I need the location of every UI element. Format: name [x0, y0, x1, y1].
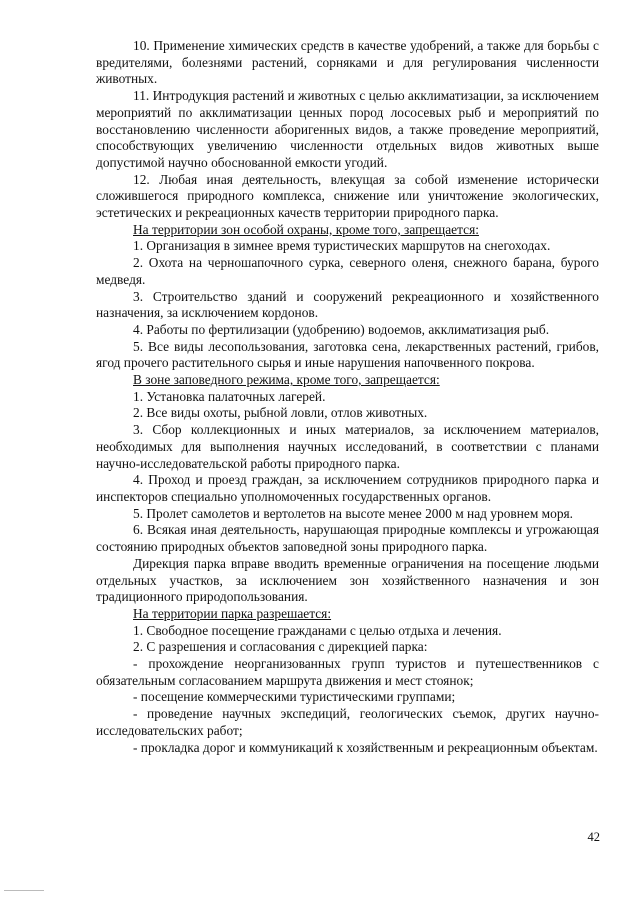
list-item: - посещение коммерческими туристическими группами; [133, 689, 456, 705]
list-item: 1. Свободное посещение гражданами с целью отдыха и лечения. [133, 622, 502, 638]
list-item: 1. Организация в зимнее время туристических маршрутов на снегоходах. [133, 238, 551, 254]
list-item: 3. Сбор коллекционных и иных материалов, за исключением материалов, необходимых для выполнения научных исследований, в соответствии с планами научно-исследовательской работы природного парка. [96, 422, 599, 471]
list-item: 2. С разрешения и согласования с дирекцией парка: [133, 639, 428, 655]
list-item: 4. Проход и проезд граждан, за исключением сотрудников природного парка и инспекторов специально уполномоченных государственных органов. [96, 472, 599, 504]
list-item: 3. Строительство зданий и сооружений рекреационного и хозяйственного назначения, за исключением кордонов. [96, 288, 599, 321]
heading-text: На территории парка разрешается: [133, 605, 332, 621]
paragraph-10: 10. Применение химических средств в качестве удобрений, а также для борьбы с вредителями, болезнями растений, сорняками и для регулирования численности животных. [96, 38, 599, 87]
paragraph-12: 12. Любая иная деятельность, влекущая за собой изменение исторически сложившегося природного комплекса, снижение или уничтожение экологических, эстетических и рекреационных качеств территории природного парка. [96, 171, 599, 221]
section-heading-reserve-zone [96, 372, 599, 389]
list-item: - прокладка дорог и коммуникаций к хозяйственным и рекреационным объектам. [133, 739, 598, 755]
list-item: 2. Охота на черношапочного сурка, северного оленя, снежного барана, бурого медведя. [96, 255, 599, 287]
list-item: 1. Установка палаточных лагерей. [133, 388, 326, 404]
heading-text: В зоне заповедного режима, кроме того, запрещается: [133, 372, 440, 388]
footer-divider [4, 890, 44, 891]
list-item: 5. Все виды лесопользования, заготовка сена, лекарственных растений, грибов, ягод прочего растительного сырья и иные нарушения напочвенного покрова. [96, 338, 599, 371]
heading-text: На территории зон особой охраны, кроме того, запрещается: [133, 221, 479, 237]
paragraph-directorate: Дирекция парка вправе вводить временные ограничения на посещение людьми отдельных участков, за исключением зон хозяйственного назначения и зон традиционного природопользования. [96, 555, 599, 605]
paragraph-11: 11. Интродукция растений и животных с целью акклиматизации, за исключением мероприятий по акклиматизации ценных пород лососевых рыб и мероприятий по восстановлению численности аборигенных видов, а также проведение мероприятий, способствующих увеличению численности отдельных видов животных выше допустимой научно обоснованной емкости угодий. [96, 88, 599, 170]
list-item: - проведение научных экспедиций, геологических съемок, других научно-исследовательских работ; [96, 706, 599, 738]
list-item: 5. Пролет самолетов и вертолетов на высоте менее 2000 м над уровнем моря. [133, 505, 574, 521]
section-heading-permitted [96, 606, 599, 623]
list-item: 4. Работы по фертилизации (удобрению) водоемов, акклиматизация рыб. [133, 321, 550, 337]
document-body [96, 38, 599, 756]
list-item: 6. Всякая иная деятельность, нарушающая природные комплексы и угрожающая состоянию природных объектов заповедной зоны природного парка. [96, 522, 599, 555]
page-number: 42 [587, 830, 600, 844]
section-heading-special-protection [96, 222, 599, 239]
list-item: 2. Все виды охоты, рыбной ловли, отлов животных. [133, 405, 428, 421]
list-item: - прохождение неорганизованных групп туристов и путешественников с обязательным согласованием маршрута движения и мест стоянок; [96, 656, 599, 688]
